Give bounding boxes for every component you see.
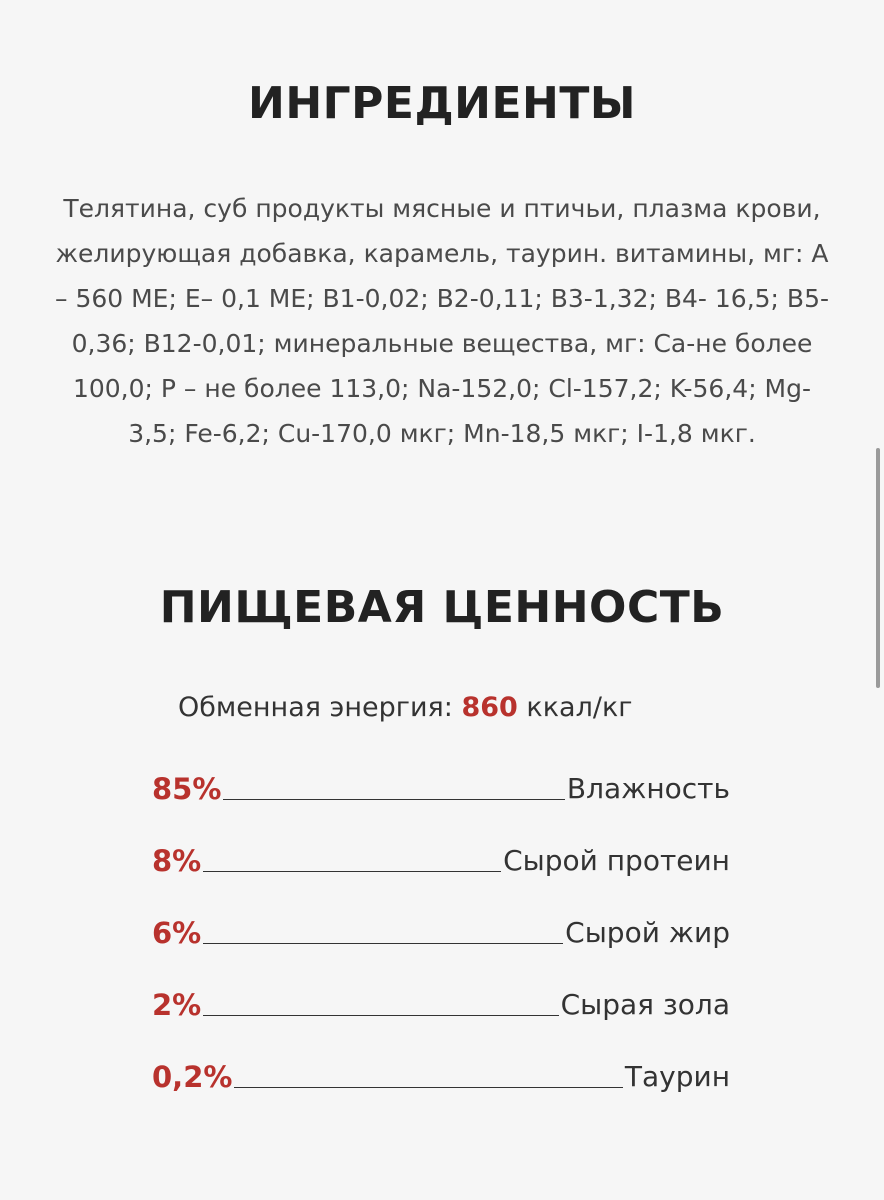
leader-line bbox=[203, 942, 563, 944]
nutrient-row-ash bbox=[152, 978, 730, 1022]
nutrient-percent: 8% bbox=[152, 844, 202, 878]
ingredients-line: 3,5; Fe-6,2; Cu-170,0 мкг; Mn-18,5 мкг; I-1,8 мкг. bbox=[128, 419, 756, 448]
nutrient-label: Сырая зола bbox=[560, 988, 730, 1021]
nutrient-row-taurine bbox=[152, 1050, 730, 1094]
ingredients-heading: ИНГРЕДИЕНТЫ bbox=[248, 78, 636, 129]
nutrient-row-protein bbox=[152, 834, 730, 878]
leader-line bbox=[223, 798, 564, 800]
leader-line bbox=[203, 870, 501, 872]
ingredients-line: Телятина, суб продукты мясные и птичьи, плазма крови, bbox=[63, 194, 821, 223]
leader-line bbox=[203, 1014, 558, 1016]
nutrition-heading: ПИЩЕВАЯ ЦЕННОСТЬ bbox=[159, 582, 725, 633]
nutrient-label: Влажность bbox=[566, 772, 730, 805]
nutrient-percent: 85% bbox=[152, 772, 222, 806]
energy-line bbox=[178, 692, 632, 723]
energy-value: 860 bbox=[461, 692, 518, 723]
nutrient-row-moisture bbox=[152, 762, 730, 806]
ingredients-text bbox=[30, 186, 854, 456]
ingredients-line: – 560 ME; E– 0,1 ME; B1-0,02; B2-0,11; B3-1,32; B4- 16,5; B5- bbox=[55, 284, 829, 313]
nutrient-percent: 6% bbox=[152, 916, 202, 950]
nutrient-percent: 0,2% bbox=[152, 1060, 233, 1094]
nutrient-row-fat bbox=[152, 906, 730, 950]
ingredients-line: желирующая добавка, карамель, таурин. витамины, мг: A bbox=[55, 239, 829, 268]
scrollbar[interactable] bbox=[876, 448, 880, 688]
nutrient-percent: 2% bbox=[152, 988, 202, 1022]
ingredients-line: 100,0; P – не более 113,0; Na-152,0; Cl-157,2; K-56,4; Mg- bbox=[72, 374, 812, 403]
nutrient-label: Сырой протеин bbox=[503, 844, 730, 877]
energy-label: Обменная энергия: bbox=[178, 692, 453, 723]
ingredients-line: 0,36; B12-0,01; минеральные вещества, мг: Ca-не более bbox=[71, 329, 813, 358]
leader-line bbox=[234, 1086, 622, 1088]
nutrient-label: Сырой жир bbox=[565, 916, 730, 949]
energy-unit: ккал/кг bbox=[526, 692, 633, 723]
nutrient-label: Таурин bbox=[624, 1060, 730, 1093]
